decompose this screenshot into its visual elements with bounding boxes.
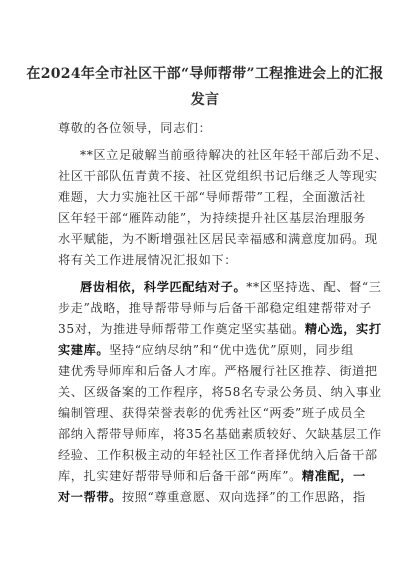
intro-line: 难题，大力实施社区干部“导师帮带”工程，全面激活社 [58, 190, 366, 204]
section1-text: 坚持“应纳尽纳”和“优中选优”原则，同步组 [109, 343, 354, 357]
intro-line: **区立足破解当前亟待解决的社区年轻干部后劲不足、 [80, 148, 388, 162]
subheading-match: 精准配，一 [301, 469, 366, 483]
intro-line: 区年轻干部“雁阵动能”，为持续提升社区基层治理服务 [58, 211, 366, 225]
section1-line [58, 487, 366, 507]
section1-line: 经验、工作积极主动的年轻社区工作者择优纳入后备干部 [58, 448, 378, 462]
section1-line: 部纳入帮带导师库，将35名基础素质较好、欠缺基层工作 [58, 427, 382, 441]
intro-line: 水平赋能，为不断增强社区居民幸福感和满意度加码。现 [58, 232, 378, 246]
document-title-line-2: 发言 [190, 92, 220, 108]
section1-line: 步走”战略，推导帮带导师与后备干部稳定组建帮带对子 [58, 301, 372, 315]
section1-line [58, 319, 382, 339]
subheading-select-cont: 实建库。 [58, 343, 110, 357]
section1-line: 关、区级备案的工作程序，将58名专录公务员、纳入事业 [58, 385, 382, 399]
section1-text: 35对，为推进导师帮带工作奠定坚实基础。 [58, 322, 305, 336]
intro-line: 将有关工作进展情况汇报如下： [58, 253, 238, 267]
section1-line: 建优秀导师库和后备人才库。严格履行社区推荐、街道把 [58, 364, 378, 378]
section1-line: 编制管理、获得荣誉表彰的优秀社区“两委”班子成员全 [58, 406, 366, 420]
section1-text: **区坚持选、配、督“三 [246, 280, 382, 294]
section1-text: 库，扎实建好帮带导师和后备干部“两库”。 [58, 469, 302, 483]
section1-line [58, 340, 354, 360]
section1-line [80, 277, 382, 297]
intro-line: 社区干部队伍青黄不接、社区党组织书记后继乏人等现实 [58, 169, 378, 183]
section1-heading: 唇齿相依，科学匹配结对子。 [80, 280, 247, 294]
section1-line [58, 466, 366, 486]
subheading-match-cont: 对一帮带。 [58, 490, 122, 504]
subheading-select: 精心选，实打 [304, 322, 382, 336]
salutation: 尊敬的各位领导，同志们： [58, 121, 212, 135]
section1-text: 按照“尊重意愿、双向选择”的工作思路，指 [121, 490, 366, 504]
document-title-line-1: 在2024年全市社区干部“导师帮带”工程推进会上的汇报 [26, 66, 384, 82]
